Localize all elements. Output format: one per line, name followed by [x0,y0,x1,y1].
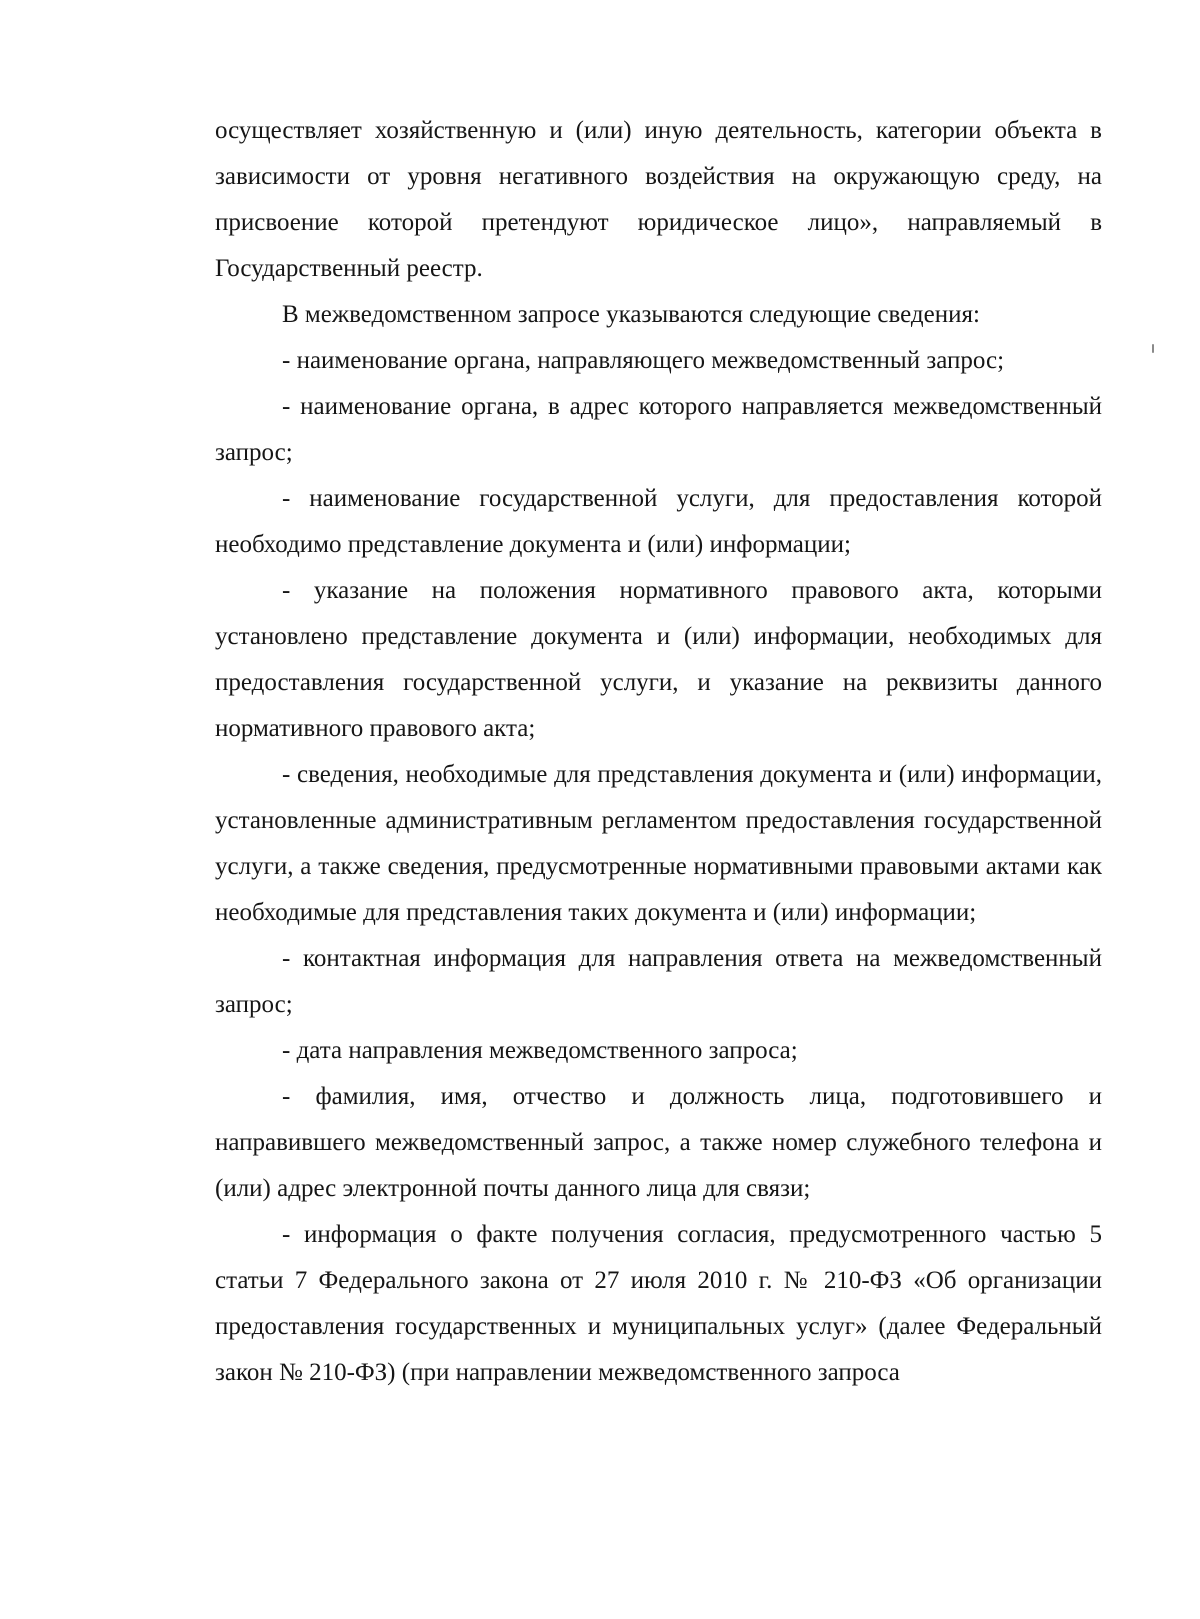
list-item-responsible-person: - фамилия, имя, отчество и должность лица, подготовившего и направившего межведомственный запрос, а также номер служебного телефона и (или) адрес электронной почты данного лица для связи; [215,1083,1102,1202]
list-item-request-date: - дата направления межведомственного запроса; [282,1037,798,1064]
scan-artifact [1152,344,1154,353]
paragraph-continuation: осуществляет хозяйственную и (или) иную деятельность, категории объекта в зависимости от уровня негативного воздействия на окружающую среду, на присвоение которой претендуют юридическое лицо», направляемый в Государственный реестр. [215,117,1102,282]
list-item-consent-info: - информация о факте получения согласия, предусмотренного частью 5 статьи 7 Федерального закона от 27 июля 2010 г. № 210-ФЗ «Об организации предоставления государственных и муниципальных услуг» (далее Федеральный закон № 210-ФЗ) (при направлении межведомственного запроса [215,1221,1102,1386]
list-item-required-info: - сведения, необходимые для представления документа и (или) информации, установленные административным регламентом предоставления государственной услуги, а также сведения, предусмотренные нормативными правовыми актами как необходимые для представления таких документа и (или) информации; [215,761,1102,926]
list-item-requesting-body: - наименование органа, направляющего межведомственный запрос; [282,347,1005,374]
list-item-legal-act: - указание на положения нормативного правового акта, которыми установлено представление документа и (или) информации, необходимых для предоставления государственной услуги, и указание на реквизиты данного нормативного правового акта; [215,577,1102,742]
list-item-recipient-body: - наименование органа, в адрес которого направляется межведомственный запрос; [215,393,1102,466]
list-item-service-name: - наименование государственной услуги, для предоставления которой необходимо представление документа и (или) информации; [215,485,1102,558]
document-body [215,108,1102,1396]
paragraph-intro: В межведомственном запросе указываются следующие сведения: [282,301,980,328]
list-item-contact-info: - контактная информация для направления ответа на межведомственный запрос; [215,945,1102,1018]
